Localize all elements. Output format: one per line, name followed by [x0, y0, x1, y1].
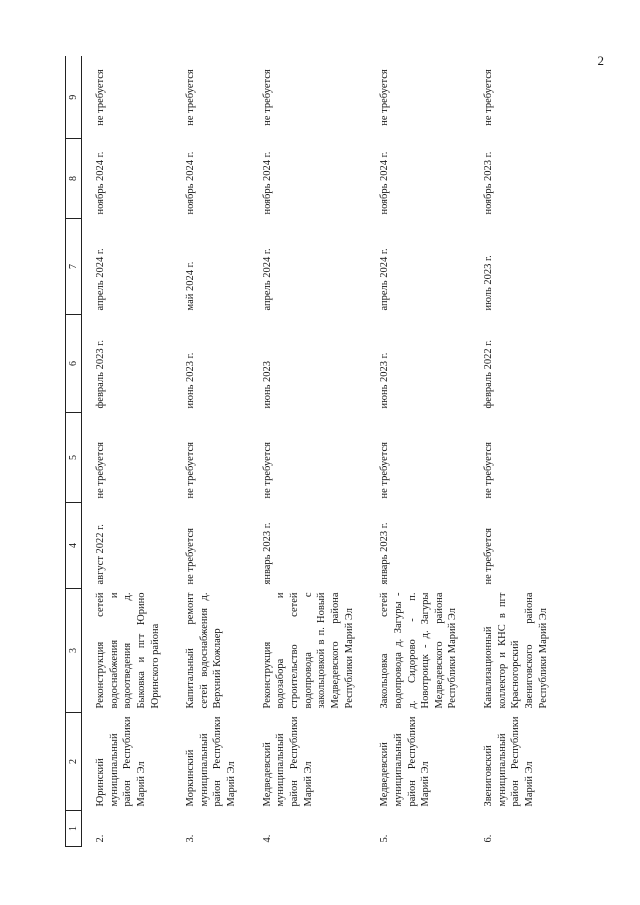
table-row: [249, 57, 366, 847]
header-row: [66, 57, 82, 847]
district-cell: Медведевский муниципальный район Республики Марий Эл: [379, 716, 432, 807]
schedule-table: [65, 57, 560, 848]
page-number: 2: [597, 53, 604, 68]
date-cell: не требуется: [185, 528, 197, 585]
table-row: [172, 57, 249, 847]
district-cell: Медведевский муниципальный район Республики Марий Эл: [261, 716, 314, 807]
header-col-3: 3: [66, 589, 82, 713]
status-cell: не требуется: [185, 69, 197, 126]
date-cell: ноябрь 2024 г.: [379, 151, 391, 215]
date-cell: не требуется: [95, 442, 106, 499]
date-cell: не требуется: [483, 442, 495, 499]
district-cell: Моркинский муниципальный район Республики Марий Эл: [185, 716, 238, 807]
row-number: 5.: [379, 834, 391, 843]
table-row: [82, 57, 173, 847]
object-cell: Закольцовка сетей водопровода д. Загуры - д. Сидорово - п. Новотроицк - д. Загуры Медведевского района Республики Марий Эл: [379, 592, 459, 709]
row-number: 3.: [185, 834, 197, 843]
header-col-4: 4: [66, 503, 82, 589]
header-col-1: 1: [66, 811, 82, 847]
date-cell: апрель 2024 г.: [379, 248, 391, 311]
table-row: [470, 57, 560, 847]
date-cell: ноябрь 2024 г.: [185, 151, 197, 215]
status-cell: не требуется: [261, 69, 273, 126]
date-cell: июнь 2023: [261, 361, 273, 409]
status-cell: не требуется: [483, 69, 495, 126]
rotated-sheet: [65, 57, 575, 847]
date-cell: август 2022 г.: [95, 524, 106, 585]
object-cell: Капитальный ремонт сетей водоснабжения д. Верхний Кожлаер: [185, 592, 224, 709]
date-cell: февраль 2022 г.: [483, 340, 495, 409]
header-col-9: 9: [66, 57, 82, 139]
date-cell: июнь 2023 г.: [185, 352, 197, 409]
header-col-7: 7: [66, 219, 82, 315]
row-number: 6.: [483, 834, 495, 843]
status-cell: не требуется: [379, 69, 391, 126]
table-row: [366, 57, 470, 847]
date-cell: не требуется: [185, 442, 197, 499]
header-col-2: 2: [66, 713, 82, 811]
object-cell: Реконструкция водозабора и строительство сетей водопровода с закольцовкой в п. Новый Медведевского района Республики Марий Эл: [261, 592, 355, 709]
date-cell: январь 2023 г.: [261, 522, 273, 585]
date-cell: ноябрь 2024 г.: [95, 151, 106, 215]
row-number: 4.: [261, 834, 273, 843]
date-cell: ноябрь 2023 г.: [483, 151, 495, 215]
row-number: 2.: [95, 834, 106, 843]
date-cell: не требуется: [379, 442, 391, 499]
district-cell: Звениговский муниципальный район Республики Марий Эл: [483, 716, 536, 807]
status-cell: не требуется: [95, 69, 106, 126]
object-cell: Канализационный коллектор и КНС в пгт Красногорский Звениговского района Республики Марий Эл: [483, 592, 549, 709]
object-cell: Реконструкция сетей водоснабжения и водоотведения д. Быковка и пгт Юрино Юринского района: [95, 592, 161, 709]
date-cell: не требуется: [483, 528, 495, 585]
date-cell: январь 2023 г.: [379, 522, 391, 585]
date-cell: май 2024 г.: [185, 261, 197, 311]
date-cell: февраль 2023 г.: [95, 340, 106, 409]
header-col-8: 8: [66, 139, 82, 219]
header-col-6: 6: [66, 315, 82, 413]
date-cell: ноябрь 2024 г.: [261, 151, 273, 215]
header-col-5: 5: [66, 413, 82, 503]
district-cell: Юринский муниципальный район Республики Марий Эл: [95, 716, 147, 807]
date-cell: апрель 2024 г.: [261, 248, 273, 311]
date-cell: июнь 2023 г.: [379, 352, 391, 409]
date-cell: июль 2023 г.: [483, 255, 495, 311]
date-cell: не требуется: [261, 442, 273, 499]
date-cell: апрель 2024 г.: [95, 248, 106, 311]
